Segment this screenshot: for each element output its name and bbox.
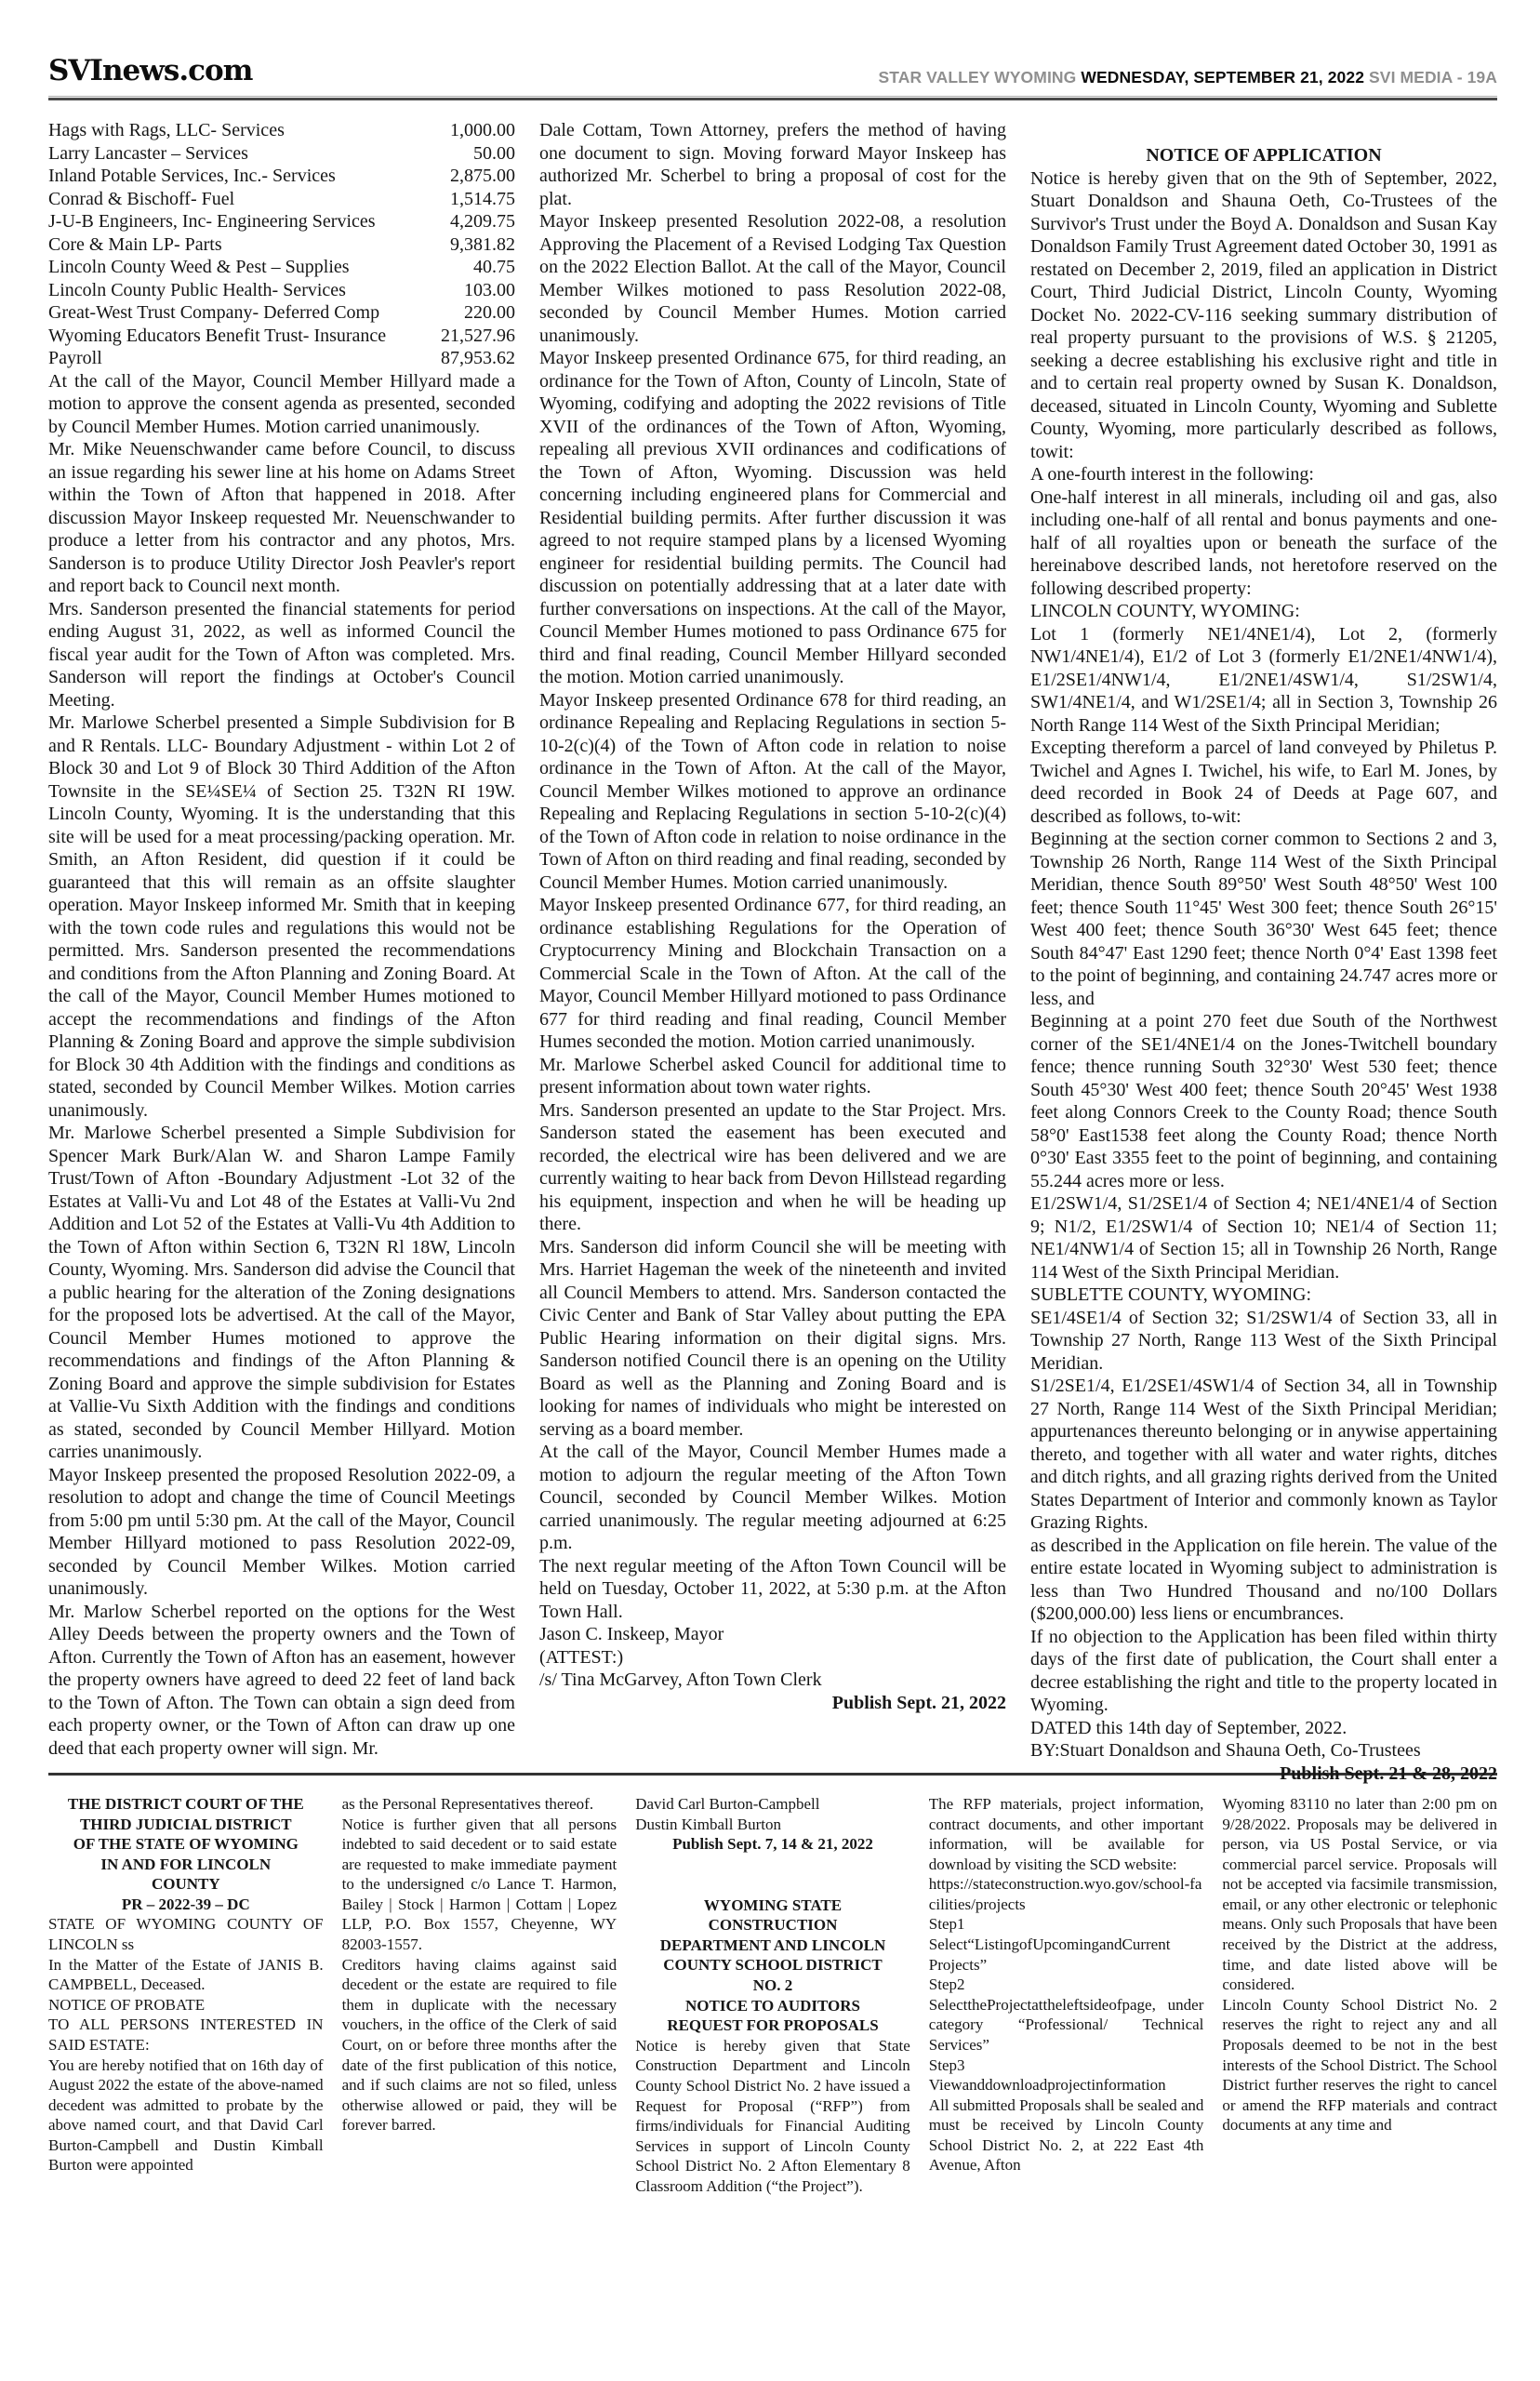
ledger-amount: 9,381.82	[450, 233, 515, 255]
ledger-row	[48, 279, 515, 302]
ledger-amount: 87,953.62	[441, 348, 515, 368]
paragraph: Mr. Mike Neuenschwander came before Council, to discuss an issue regarding his sewer line at his home on Adams Street within the Town of Afton that happened in 2018. After discussion Mayor Inskeep requested Mr. Neuenschwander to produce a letter from his contractor and any photos, Mrs. Sanderson is to produce Utility Director Josh Peavler's report and report back to Council next month.	[48, 439, 515, 596]
ledger-row	[48, 188, 515, 211]
ledger-payee: Core & Main LP- Parts	[48, 233, 222, 255]
paragraph: DATED this 14th day of September, 2022.	[1030, 1717, 1348, 1738]
paragraph: Mayor Inskeep presented Ordinance 675, for third reading, an ordinance for the Town of Afton, County of Lincoln, State of Wyoming, codifying and adopting the 2022 revisions of Title XVII of the ordinances of the Town of Afton, Wyoming, repealing all previous XVII ordinances and codifications of the Town of Afton, Wyoming. Discussion was held concerning including engineered plans for Commercial and Residential building permits. After further discussion it was agreed to not require stamped plans by a licensed Wyoming engineer for residential building permits. The Council had discussion on potentially addressing that at a later date with further conversations on inspections. At the call of the Mayor, Council Member Humes motioned to pass Ordinance 675 for third and final reading, Council Member Hillyard seconded the motion. Motion carried unanimously.	[539, 348, 1006, 687]
ledger-row	[48, 325, 515, 348]
bottom-notices-section	[48, 1794, 1497, 2196]
paragraph: SE1/4SE1/4 of Section 32; S1/2SW1/4 of Section 33, all in Township 27 North, Range 113 West of the Sixth Principal Meridian.	[1030, 1307, 1497, 1374]
ledger-payee: Larry Lancaster – Services	[48, 142, 248, 164]
ledger-payee: Hags with Rags, LLC- Services	[48, 120, 285, 140]
top-column-2	[539, 119, 1006, 1785]
ledger-payee: Conrad & Bischoff- Fuel	[48, 188, 235, 209]
paragraph: At the call of the Mayor, Council Member Hillyard made a motion to approve the consent agenda as presented, seconded by Council Member Humes. Motion carried unanimously.	[48, 370, 515, 437]
paragraph: Step2	[928, 1975, 965, 1994]
paragraph: /s/ Tina McGarvey, Afton Town Clerk	[539, 1669, 822, 1690]
ledger-amount: 103.00	[464, 279, 515, 300]
paragraph: The RFP materials, project information, contract documents, and other important information, will be available for download by visiting the SCD website:	[928, 1795, 1204, 1873]
paragraph: NOTICE OF PROBATE	[48, 1995, 206, 2014]
paragraph: Notice is hereby given that State Construction Department and Lincoln County School District No. 2 have issued a Request for Proposal (“RFP”) from firms/individuals for Financial Auditing Services in support of Lincoln County School District No. 2 Afton Elementary 8 Classroom Addition (“the Project”).	[635, 2036, 910, 2195]
paragraph: as described in the Application on file herein. The value of the entire estate located in Wyoming subject to administration is less than Two Hundred Thousand and no/100 Dollars ($200,000.00) less liens or encumbrances.	[1030, 1535, 1497, 1624]
issue-page-number: SVI MEDIA - 19A	[1364, 68, 1497, 86]
paragraph: Mr. Marlow Scherbel reported on the options for the West Alley Deeds between the property owners and the Town of Afton. Currently the Town of Afton has an easement, however the property owners have agreed to deed 22 feet of land back to the Town of Afton. The Town can obtain a sign deed from each property owner, or the Town of Afton can draw up one deed that each property owner will sign. Mr.	[48, 1601, 515, 1759]
rfp-notice-text-3	[1222, 1794, 1497, 2135]
heading-line: WYOMING STATE	[703, 1895, 843, 1914]
paragraph: Mayor Inskeep presented Ordinance 677, for third reading, an ordinance establishing Regulations for the Operation of Cryptocurrency Mining and Blockchain Transaction on a Commercial Scale in the Town of Afton. At the call of the Mayor, Council Member Hillyard motioned to pass Ordinance 677 for third reading and final reading, Council Member Humes seconded the motion. Motion carried unanimously.	[539, 895, 1006, 1052]
paragraph: Viewanddownloadprojectinformation	[928, 2076, 1166, 2095]
heading-line: OF THE STATE OF WYOMING	[73, 1835, 299, 1854]
paragraph: https://stateconstruction.wyo.gov/school-facilities/projects	[928, 1875, 1202, 1913]
bottom-column-1	[48, 1794, 324, 2196]
ledger-row	[48, 142, 515, 166]
paragraph: A one-fourth interest in the following:	[1030, 464, 1314, 485]
ledger-amount: 1,514.75	[450, 188, 515, 209]
notice-of-application-text	[1030, 144, 1497, 1785]
ledger-amount: 1,000.00	[450, 120, 515, 140]
paragraph: Mrs. Sanderson presented an update to the Star Project. Mrs. Sanderson stated the easement has been executed and recorded, the electrical wire has been delivered and we are currently waiting to hear back from Devon Hillstead regarding his equipment, inspection and when he will be heading up there.	[539, 1099, 1006, 1234]
heading-line: COUNTY	[151, 1875, 220, 1894]
heading-line: CONSTRUCTION	[708, 1916, 838, 1935]
paragraph: E1/2SW1/4, S1/2SE1/4 of Section 4; NE1/4NE1/4 of Section 9; N1/2, E1/2SW1/4 of Section 10; NE1/4 of Section 11; NE1/4NW1/4 of Section 15; all in Township 26 North, Range 114 West of the Sixth Principal Meridian.	[1030, 1193, 1497, 1283]
heading-line: NOTICE TO AUDITORS	[684, 1996, 860, 2015]
ledger-payee: Wyoming Educators Benefit Trust- Insurance	[48, 325, 387, 346]
ledger-amount: 4,209.75	[450, 211, 515, 232]
paragraph: The next regular meeting of the Afton Town Council will be held on Tuesday, October 11, 2022, at 5:30 p.m. at the Afton Town Hall.	[539, 1555, 1006, 1622]
paragraph: Mr. Marlowe Scherbel asked Council for additional time to present information about town water rights.	[539, 1054, 1006, 1097]
paragraph	[635, 1855, 910, 1895]
paragraph: Dustin Kimball Burton	[635, 1815, 781, 1833]
paragraph: Notice is hereby given that on the 9th of September, 2022, Stuart Donaldson and Shauna Oeth, Co-Trustees of the Survivor's Trust under the Boyd A. Donaldson and Susan Kay Donaldson Family Trust Agreement dated October 30, 1991 as restated on December 2, 2019, filed an application in District Court, Third Judicial District, Lincoln County, Wyoming Docket No. 2022-CV-116 seeking summary distribution of real property pursuant to the provisions of W.S. § 21205, seeking a decree establishing his exclusive right and title in and to certain real property owned by Susan K. Donaldson, deceased, situated in Lincoln County, Wyoming and Sublette County, Wyoming, more particularly described as follows, towit:	[1030, 167, 1497, 462]
heading-line: DEPARTMENT AND LINCOLN	[659, 1935, 886, 1954]
paragraph: Beginning at a point 270 feet due South of the Northwest corner of the SE1/4NE1/4 on the Jones-Twitchell boundary fence; thence running South 32°30' West 530 feet; thence South 45°30' West 400 feet; thence South 20°45' West 1938 feet along Connors Creek to the County Road; thence South 58°0' East1538 feet along the County Road; thence North 0°30' East 3355 feet to the point of beginning, and containing 55.244 acres more or less.	[1030, 1011, 1497, 1191]
ledger-payee: Great-West Trust Company- Deferred Comp	[48, 302, 380, 323]
paragraph: Mayor Inskeep presented Ordinance 678 for third reading, an ordinance Repealing and Replacing Regulations in section 5-10-2(c)(4) of the Town of Afton code in relation to noise ordinance in the Town of Afton. At the call of the Mayor, Council Member Wilkes motioned to approve an ordinance Repealing and Replacing Regulations in section 5-10-2(c)(4) of the Town of Afton code in relation to noise ordinance in the Town of Afton on third reading and final reading, seconded by Council Member Humes. Motion carried unanimously.	[539, 689, 1006, 893]
bottom-column-5	[1222, 1794, 1497, 2196]
paragraph: Jason C. Inskeep, Mayor	[539, 1624, 724, 1644]
ledger-amount: 21,527.96	[441, 325, 515, 346]
masthead	[48, 54, 1497, 96]
paragraph: At the call of the Mayor, Council Member Humes made a motion to adjourn the regular meeting of the Afton Town Council, seconded by Council Member Wilkes. Motion carried unanimously. The regular meeting adjourned at 6:25 p.m.	[539, 1442, 1006, 1553]
paragraph: All submitted Proposals shall be sealed and must be received by Lincoln County School District No. 2, at 222 East 4th Avenue, Afton	[928, 2095, 1204, 2175]
ledger-row	[48, 233, 515, 257]
paragraph: S1/2SE1/4, E1/2SE1/4SW1/4 of Section 34, all in Township 27 North, Range 114 West of the Sixth Principal Meridian; appurtenances thereunto belonging or in anywise appertaining thereto, and together with all water and water rights, ditches and ditch rights, and all grazing rights derived from the United States Department of Interior and commonly known as Taylor Grazing Rights.	[1030, 1376, 1497, 1533]
paragraph: Mrs. Sanderson presented the financial statements for period ending August 31, 2022, as well as informed Council the fiscal year audit for the Town of Afton was completed. Mrs. Sanderson will report the findings at October's Council Meeting.	[48, 598, 515, 711]
payment-ledger	[48, 119, 515, 370]
paragraph: Excepting thereform a parcel of land conveyed by Philetus P. Twichel and Agnes I. Twichel, his wife, to Earl M. Jones, by deed recorded in Book 24 of Deeds at Page 607, and described as follows, to-wit:	[1030, 738, 1497, 827]
paragraph: Notice is further given that all persons indebted to said decedent or to said estate are requested to make immediate payment to the undersigned c/o Lance T. Harmon, Bailey | Stock | Harmon | Cottam | Lopez LLP, P.O. Box 1557, Cheyenne, WY 82003-1557.	[341, 1815, 617, 1954]
issue-line	[878, 68, 1497, 87]
heading-line: REQUEST FOR PROPOSALS	[667, 2016, 879, 2035]
ledger-amount: 220.00	[464, 302, 515, 323]
ledger-row	[48, 347, 515, 370]
paragraph: BY:Stuart Donaldson and Shauna Oeth, Co-Trustees	[1030, 1740, 1421, 1761]
probate-notice-text-1	[48, 1794, 324, 2175]
rfp-notice-text-1	[635, 1794, 910, 2196]
paragraph: David Carl Burton-Campbell	[635, 1795, 820, 1813]
paragraph: Mr. Marlowe Scherbel presented a Simple Subdivision for B and R Rentals. LLC- Boundary Adjustment - within Lot 2 of Block 30 and Lot 9 of Block 30 Third Addition of the Afton Townsite in the SE¼SE¼ of Section 25. T32N RI 19W. Lincoln County, Wyoming. It is the understanding that this site will be used for a meat processing/packing operation. Mr. Smith, an Afton Resident, did question if it could be guaranteed that this will remain as an offsite slaughter operation. Mayor Inskeep informed Mr. Smith that in keeping with the town code rules and regulations this would not be permitted. Mrs. Sanderson presented the recommendations and conditions from the Afton Planning and Zoning Board. At the call of the Mayor, Council Member Humes motioned to accept the recommendations and findings of the Afton Planning & Zoning Board and approve the simple subdivision for Block 30 4th Addition with the findings and conditions as stated, seconded by Council Member Wilkes. Motion carries unanimously.	[48, 712, 515, 1121]
paragraph: Lincoln County School District No. 2 reserves the right to reject any and all Proposals deemed to be not in the best interests of the School District. The School District further reserves the right to cancel or amend the RFP materials and contract documents at any time and	[1222, 1995, 1497, 2135]
ledger-amount: 50.00	[473, 142, 515, 164]
ledger-payee: Payroll	[48, 348, 102, 368]
paragraph: Dale Cottam, Town Attorney, prefers the method of having one document to sign. Moving forward Mayor Inskeep has authorized Mr. Scherbel to bring a proposal of cost for the plat.	[539, 120, 1006, 209]
bottom-column-2	[342, 1794, 617, 2196]
ledger-row	[48, 210, 515, 233]
top-column-3	[1030, 119, 1497, 1785]
paragraph: Step1	[928, 1915, 965, 1934]
paragraph: Mrs. Sanderson did inform Council she will be meeting with Mrs. Harriet Hageman the week of the nineteenth and invited all Council Members to attend. Mrs. Sanderson contacted the Civic Center and Bank of Star Valley about putting the EPA Public Hearing information on their digital signs. Mrs. Sanderson notified Council there is an opening on the Utility Board as well as the Planning and Zoning Board and is looking for names of individuals who might be interested on serving as a board member.	[539, 1236, 1006, 1440]
paragraph: If no objection to the Application has been filed within thirty days of the first date of publication, the Court shall enter a decree establishing the right and title to the property located in Wyoming.	[1030, 1626, 1497, 1715]
rfp-notice-text-2	[929, 1794, 1204, 2175]
council-minutes-text-1	[48, 370, 515, 1761]
ledger-payee: Inland Potable Services, Inc.- Services	[48, 166, 336, 186]
paragraph: (ATTEST:)	[539, 1646, 624, 1668]
top-column-1	[48, 119, 515, 1785]
paragraph: Wyoming 83110 no later than 2:00 pm on 9/28/2022. Proposals may be delivered in person, via US Postal Service, or via commercial parcel service. Proposals will not be accepted via facsimile transmission, email, or any other electronic or telephonic means. Only such Proposals that have been received by the District at the address, time, and date listed above will be considered.	[1222, 1795, 1497, 1994]
paragraph: One-half interest in all minerals, including oil and gas, also including one-half of all rental and bonus payments and one-half of all royalties upon or beneath the surface of the hereinabove described lands, not heretofore reserved on the following described property:	[1030, 486, 1497, 599]
ledger-payee: Lincoln County Public Health- Services	[48, 279, 346, 300]
paragraph: SelecttheProjectattheleftsideofpage, under category “Professional/ Technical Services”	[928, 1995, 1204, 2054]
paragraph: Mayor Inskeep presented Resolution 2022-08, a resolution Approving the Placement of a Revised Lodging Tax Question on the 2022 Election Ballot. At the call of the Mayor, Council Member Wilkes motioned to pass Resolution 2022-08, seconded by Council Member Humes. Motion carried unanimously.	[539, 211, 1006, 346]
heading-line: PR – 2022-39 – DC	[121, 1895, 250, 1913]
ledger-amount: 40.75	[473, 257, 515, 277]
publish-line: Publish Sept. 21, 2022	[831, 1692, 1006, 1713]
paragraph: Beginning at the section corner common to Sections 2 and 3, Township 26 North, Range 114 West of the Sixth Principal Meridian, thence South 89°50' West South 48°50' West 100 feet; thence South 11°45' West 300 feet; thence South 26°15' West 400 feet; thence South 36°30' West 645 feet; thence South 84°47' East 1290 feet; thence North 0°4' East 1398 feet to the point of beginning, and containing 24.747 acres more or less, and	[1030, 829, 1497, 1009]
heading-line: NOTICE OF APPLICATION	[1146, 145, 1382, 166]
paragraph: Step3	[928, 2055, 965, 2074]
council-minutes-text-2	[539, 119, 1006, 1714]
paragraph: Creditors having claims against said decedent or the estate are required to file them in duplicate with the necessary vouchers, in the office of the Clerk of said Court, on or before three months after the date of the first publication of this notice, and if such claims are not so filed, unless otherwise allowed or paid, they will be forever barred.	[341, 1955, 617, 2135]
heading-line: THIRD JUDICIAL DISTRICT	[79, 1815, 292, 1833]
masthead-rule	[48, 96, 1497, 100]
paragraph: LINCOLN COUNTY, WYOMING:	[1030, 601, 1300, 621]
issue-location: STAR VALLEY WYOMING	[878, 68, 1082, 86]
paragraph: In the Matter of the Estate of JANIS B. CAMPBELL, Deceased.	[48, 1955, 324, 1994]
ledger-payee: J-U-B Engineers, Inc- Engineering Services	[48, 211, 376, 232]
paragraph: TO ALL PERSONS INTERESTED IN SAID ESTATE:	[48, 2015, 324, 2054]
issue-date: WEDNESDAY, SEPTEMBER 21, 2022	[1081, 68, 1365, 86]
bottom-column-3	[635, 1794, 910, 2196]
publish-line: Publish Sept. 21 & 28, 2022	[1280, 1762, 1497, 1784]
publish-line: Publish Sept. 7, 14 & 21, 2022	[672, 1835, 873, 1854]
heading-line: IN AND FOR LINCOLN	[100, 1855, 272, 1873]
ledger-row	[48, 165, 515, 188]
top-notices-section	[48, 119, 1497, 1784]
paragraph: You are hereby notified that on 16th day of August 2022 the estate of the above-named decedent was admitted to probate by the above named court, and that David Carl Burton-Campbell and Dustin Kimball Burton were appointed	[48, 2055, 324, 2175]
paragraph: Lot 1 (formerly NE1/4NE1/4), Lot 2, (formerly NW1/4NE1/4), E1/2 of Lot 3 (formerly E1/2NE1/4NW1/4), E1/2SE1/4NW1/4, E1/2NE1/4SW1/4, S1/2SW1/4, SW1/4NE1/4, and W1/2SE1/4; all in Section 3, Township 26 North Range 114 West of the Sixth Principal Meridian;	[1030, 623, 1497, 736]
heading-line: THE DISTRICT COURT OF THE	[67, 1795, 304, 1813]
bottom-column-4	[929, 1794, 1204, 2196]
heading-line: COUNTY SCHOOL DISTRICT	[663, 1956, 883, 1975]
site-title: SVInews.com	[48, 54, 253, 87]
paragraph: as the Personal Representatives thereof.	[341, 1795, 594, 1813]
ledger-row	[48, 119, 515, 142]
paragraph: Select“ListingofUpcomingandCurrent Projects”	[928, 1935, 1171, 1974]
paragraph: Mr. Marlowe Scherbel presented a Simple Subdivision for Spencer Mark Burk/Alan W. and Sharon Lampe Family Trust/Town of Afton -Boundary Adjustment -Lot 32 of the Estates at Valli-Vu and Lot 48 of the Estates at Valli-Vu 2nd Addition and Lot 52 of the Estates at Valli-Vu 4th Addition to the Town of Afton within Section 6, T32N Rl 18W, Lincoln County, Wyoming. Mrs. Sanderson did advise the Council that a public hearing for the alteration of the Zoning designations for the proposed lots be advertised. At the call of the Mayor, Council Member Humes motioned to approve the recommendations and findings of the Afton Planning & Zoning Board and approve the simple subdivision for Estates at Vallie-Vu Sixth Addition with the findings and conditions as stated, seconded by Council Member Hillyard. Motion carries unanimously.	[48, 1123, 515, 1462]
ledger-amount: 2,875.00	[450, 166, 515, 186]
ledger-payee: Lincoln County Weed & Pest – Supplies	[48, 257, 350, 277]
paragraph: SUBLETTE COUNTY, WYOMING:	[1030, 1284, 1312, 1305]
paragraph: Mayor Inskeep presented the proposed Resolution 2022-09, a resolution to adopt and change the time of Council Meetings from 5:00 pm until 5:30 pm. At the call of the Mayor, Council Member Hillyard motioned to pass Resolution 2022-09, seconded by Council Member Wilkes. Motion carried unanimously.	[48, 1464, 515, 1599]
probate-notice-text-2	[342, 1794, 617, 2135]
paragraph: STATE OF WYOMING COUNTY OF LINCOLN ss	[48, 1915, 324, 1954]
ledger-row	[48, 301, 515, 325]
heading-line: NO. 2	[752, 1976, 793, 1995]
ledger-row	[48, 256, 515, 279]
